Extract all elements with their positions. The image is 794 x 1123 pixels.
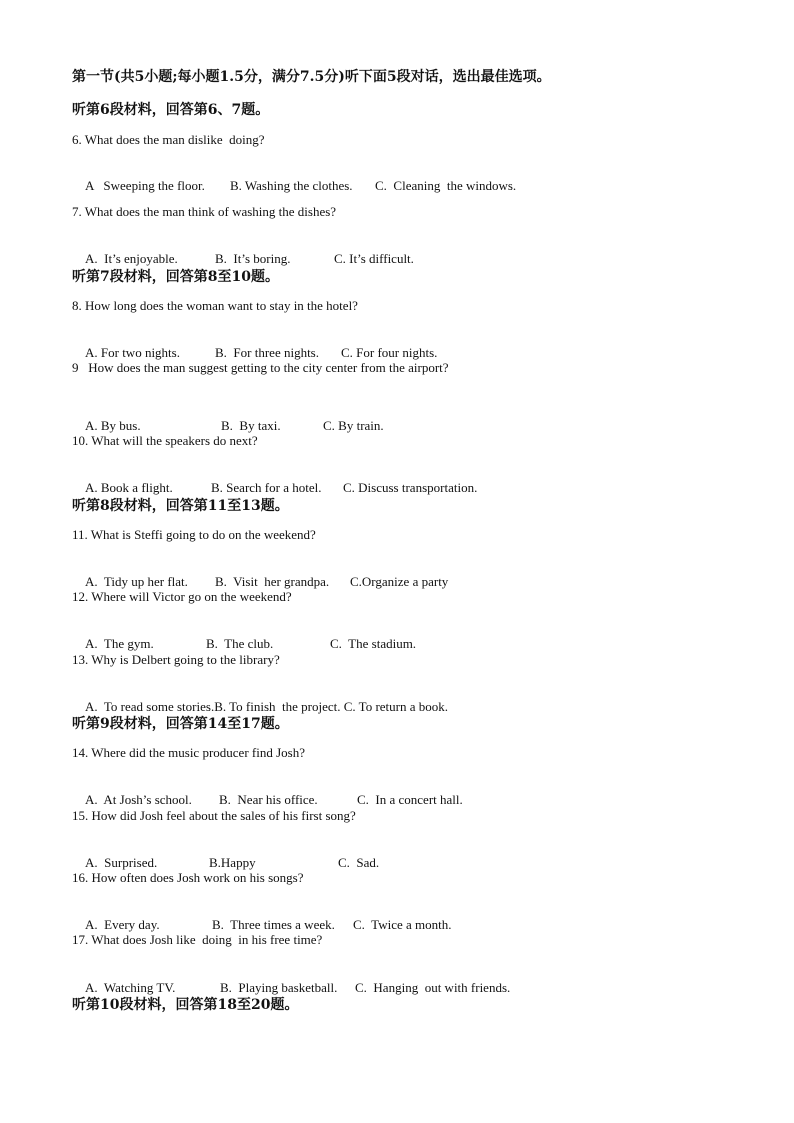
option-b: B.Happy (209, 855, 256, 870)
section-header: 第一节(共5小题;每小题1.5分，满分7.5分)听下面5段对话，选出最佳选项。 (72, 69, 551, 85)
option-b: B. Search for a hotel. (211, 480, 322, 495)
option-b: B. By taxi. (221, 418, 281, 433)
option-b: B. For three nights. (215, 345, 319, 360)
option-a: A. Tidy up her flat. (85, 574, 188, 589)
option-a: A. By bus. (85, 418, 141, 433)
option-b: B. Washing the clothes. (230, 178, 353, 193)
question-13: 13. Why is Delbert going to the library? (72, 652, 280, 667)
options-6 (72, 162, 516, 210)
option-c: C. Hanging out with friends. (355, 980, 511, 995)
option-b: B. Visit her grandpa. (215, 574, 330, 589)
heading-part-8: 听第8段材料，回答第11至13题。 (72, 498, 289, 514)
option-a: A. The gym. (85, 636, 154, 651)
option-a: A. Watching TV. (85, 980, 176, 995)
question-16: 16. How often does Josh work on his songs? (72, 870, 304, 885)
question-11: 11. What is Steffi going to do on the weekend? (72, 527, 316, 542)
heading-part-6: 听第6段材料，回答第6、7题。 (72, 102, 270, 118)
question-15: 15. How did Josh feel about the sales of his first song? (72, 808, 356, 823)
option-a: A. Book a flight. (85, 480, 173, 495)
option-c: C. Discuss transportation. (343, 480, 478, 495)
option-a: A. For two nights. (85, 345, 180, 360)
option-c: C. Cleaning the windows. (375, 178, 517, 193)
option-a: A. At Josh’s school. (85, 792, 192, 807)
option-c: C. The stadium. (330, 636, 417, 651)
question-12: 12. Where will Victor go on the weekend? (72, 589, 292, 604)
heading-part-10: 听第10段材料，回答第18至20题。 (72, 997, 299, 1013)
option-line: A. To read some stories.B. To finish the project. C. To return a book. (85, 699, 449, 714)
heading-part-7: 听第7段材料，回答第8至10题。 (72, 269, 279, 285)
question-6: 6. What does the man dislike doing? (72, 132, 265, 147)
option-a: A Sweeping the floor. (85, 178, 205, 193)
option-c: C.Organize a party (350, 574, 449, 589)
heading-part-9: 听第9段材料，回答第14至17题。 (72, 716, 289, 732)
question-8: 8. How long does the woman want to stay in the hotel? (72, 298, 358, 313)
option-b: B. Three times a week. (212, 917, 335, 932)
question-17: 17. What does Josh like doing in his free time? (72, 932, 323, 947)
option-c: C. Sad. (338, 855, 380, 870)
option-c: C. It’s difficult. (334, 251, 414, 266)
option-b: B. The club. (206, 636, 274, 651)
option-c: C. In a concert hall. (357, 792, 463, 807)
question-10: 10. What will the speakers do next? (72, 433, 258, 448)
option-c: C. For four nights. (341, 345, 438, 360)
question-9: 9 How does the man suggest getting to the city center from the airport? (72, 360, 449, 375)
option-a: A. It’s enjoyable. (85, 251, 178, 266)
option-c: C. By train. (323, 418, 384, 433)
option-b: B. It’s boring. (215, 251, 291, 266)
question-7: 7. What does the man think of washing the dishes? (72, 204, 337, 219)
option-b: B. Near his office. (219, 792, 318, 807)
option-c: C. Twice a month. (353, 917, 452, 932)
question-14: 14. Where did the music producer find Josh? (72, 745, 305, 760)
option-b: B. Playing basketball. (220, 980, 338, 995)
option-a: A. Surprised. (85, 855, 158, 870)
option-a: A. Every day. (85, 917, 160, 932)
